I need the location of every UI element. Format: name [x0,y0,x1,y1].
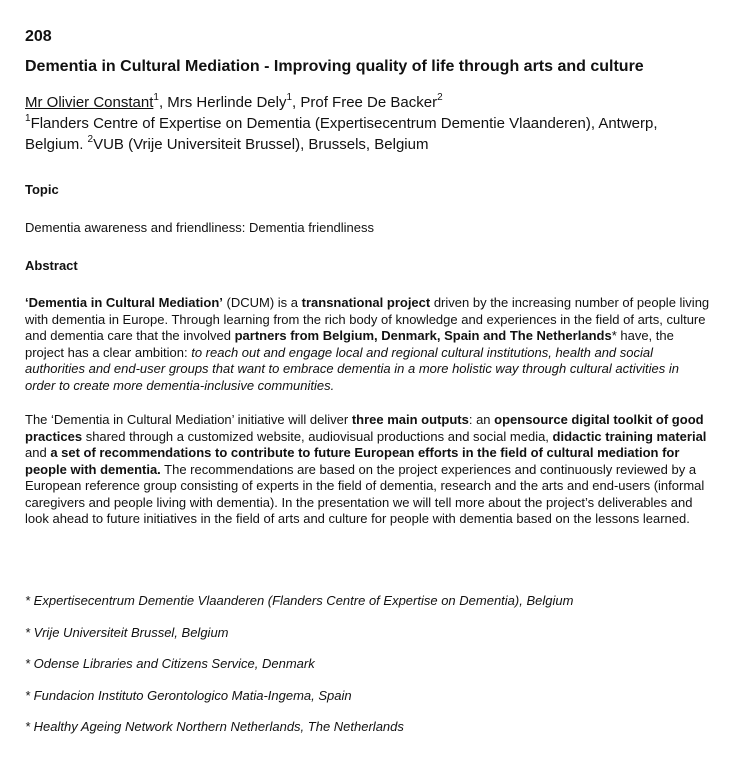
affiliation-marker: 1 [25,113,31,124]
abstract-label: Abstract [25,258,78,273]
partner-footnote: * Vrije Universiteit Brussel, Belgium [25,625,229,640]
author-separator: , Mrs Herlinde Dely [158,94,287,111]
author-affiliation-marker: 1 [153,92,159,103]
abstract-title: Dementia in Cultural Mediation - Improving quality of life through arts and culture [25,58,644,75]
text-run: shared through a customized website, audiovisual productions and social media, [82,428,553,444]
text-run: (DCUM) is a [222,295,302,310]
partner-footnote: * Odense Libraries and Citizens Service, Denmark [25,656,315,671]
author-separator: , Prof Free De Backer [292,94,438,111]
project-name: ‘Dementia in Cultural Mediation’ [25,295,223,310]
text-run-bold: didactic training material [552,428,707,444]
affiliation-2: VUB (Vrije Universiteit Brussel), Brussels, Belgium [93,136,429,153]
text-run: The recommendations are based on the project experiences and continuously reviewed by a European reference group consisting of experts in the field of dementia, research and the arts and end-users (informal caregivers and people living with dementia). In the presentation we will tell more about the project’s deliverables and look ahead to future initiatives in the field of arts and culture for people with dementia based on the lessons learned. [25,461,705,526]
abstract-number: 208 [25,28,52,45]
partner-footnote: * Fundacion Instituto Gerontologico Matia-Ingema, Spain [25,688,352,703]
partner-footnote: * Healthy Ageing Network Northern Netherlands, The Netherlands [25,719,404,734]
author-affiliation-marker: 2 [437,92,443,103]
text-run-bold: opensource digital toolkit of good practices [25,412,704,444]
partner-footnote: * Expertisecentrum Dementie Vlaanderen (Flanders Centre of Expertise on Dementia), Belgium [25,593,574,608]
text-run: : an [468,412,495,427]
text-run-bold: transnational project [301,295,431,310]
text-run: driven by the increasing number of people living with dementia in Europe. Through learning from the rich body of knowledge and experiences in the field of arts, culture and dementia care that the involved [25,295,710,343]
topic-value: Dementia awareness and friendliness: Dementia friendliness [25,220,375,235]
text-run: The ‘Dementia in Cultural Mediation’ initiative will deliver [25,412,352,427]
text-run-bold: three main outputs [351,412,469,427]
affiliation-marker: 2 [87,134,94,145]
text-run: and [25,445,51,460]
text-run-italic: to reach out and engage local and regional cultural institutions, health and social authorities and end-user groups that want to embrace dementia in a more holistic way through cultural activities in order to create more dementia-inclusive communities. [25,344,679,393]
text-run-bold: partners from Belgium, Denmark, Spain and The Netherlands [234,328,612,343]
text-run: * have, the project has a clear ambition: [25,328,674,360]
presenting-author: Mr Olivier Constant [25,94,154,111]
author-affiliation-marker: 1 [286,92,293,103]
text-run-bold: a set of recommendations to contribute to future European efforts in the field of cultural mediation for people with dementia. [25,445,680,477]
topic-label: Topic [25,182,59,197]
abstract-paragraph-2 [25,412,710,528]
author-block [25,92,715,155]
abstract-paragraph-1 [25,295,710,394]
affiliation-1: Flanders Centre of Expertise on Dementia (Expertisecentrum Dementie Vlaanderen), Antwerp, Belgium. [25,115,658,153]
